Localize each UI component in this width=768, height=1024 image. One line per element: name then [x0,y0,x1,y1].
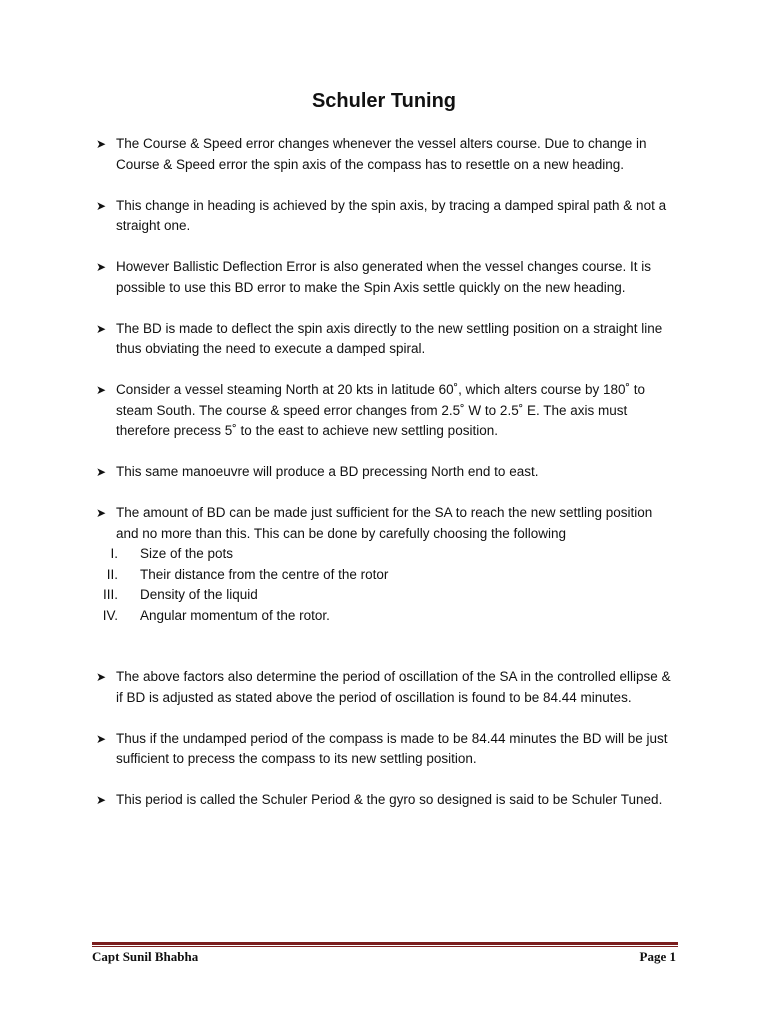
list-numeral: I. [110,546,118,561]
list-numeral: III. [102,587,118,602]
arrowhead-bullet-icon: ➤ [96,260,107,274]
arrowhead-bullet-icon: ➤ [96,465,107,479]
paragraph-text: This period is called the Schuler Period & the gyro so designed is said to be Schuler Tuned. [116,792,663,807]
paragraph-text: The BD is made to deflect the spin axis directly to the new settling position on a straight line thus obviating the need to execute a damped spiral. [116,320,663,356]
bullet-paragraph [96,196,678,237]
list-item-label: Angular momentum of the rotor. [140,607,330,623]
list-item-label: Their distance from the centre of the rotor [140,566,389,582]
paragraph-text: This change in heading is achieved by the spin axis, by tracing a damped spiral path & not a straight one. [116,197,667,233]
list-item-label: Size of the pots [140,546,234,561]
list-item-label: Density of the liquid [140,587,258,602]
paragraph-text: Consider a vessel steaming North at 20 kts in latitude 60˚, which alters course by 180˚ to steam South. The course & speed error changes from 2.5˚ W to 2.5˚ E. The axis must therefore precess 5˚ to the east to achieve new settling position. [116,382,646,438]
arrowhead-bullet-icon: ➤ [96,321,107,336]
arrowhead-bullet-icon: ➤ [96,670,107,684]
arrowhead-bullet-icon: ➤ [96,793,107,807]
factor-list [96,544,678,626]
list-item [96,606,678,627]
spacer [96,626,678,667]
document-body [96,134,678,831]
list-item [96,544,678,565]
bullet-paragraph [96,790,678,811]
bullet-paragraph [96,380,678,442]
list-item [96,585,678,606]
bullet-paragraph [96,319,678,360]
footer-divider [92,942,678,947]
arrowhead-bullet-icon: ➤ [96,198,107,213]
bullet-paragraph [96,462,678,483]
paragraph-text: Thus if the undamped period of the compass is made to be 84.44 minutes the BD will be just sufficient to precess the compass to its new settling position. [116,730,668,766]
footer-page-number: Page 1 [639,949,676,964]
footer-author: Capt Sunil Bhabha [92,949,199,964]
paragraph-text: The amount of BD can be made just sufficient for the SA to reach the new settling position and no more than this. This can be done by carefully choosing the following [116,505,653,541]
bullet-paragraph [96,667,678,708]
arrowhead-bullet-icon: ➤ [96,383,107,397]
paragraph-text: However Ballistic Deflection Error is also generated when the vessel changes course. It is possible to use this BD error to make the Spin Axis settle quickly on the new heading. [116,259,652,295]
bullet-paragraph [96,503,678,544]
page-title: Schuler Tuning [311,90,457,112]
paragraph-text: This same manoeuvre will produce a BD precessing North end to east. [116,464,539,479]
list-numeral: IV. [102,607,118,623]
arrowhead-bullet-icon: ➤ [96,137,107,151]
arrowhead-bullet-icon: ➤ [96,506,107,520]
bullet-paragraph [96,134,678,175]
bullet-paragraph [96,729,678,770]
paragraph-text: The Course & Speed error changes whenever the vessel alters course. Due to change in Course & Speed error the spin axis of the compass has to resettle on a new heading. [116,136,647,172]
paragraph-text: The above factors also determine the period of oscillation of the SA in the controlled ellipse & if BD is adjusted as stated above the period of oscillation is found to be 84.44 minutes. [116,669,671,705]
list-item [96,565,678,586]
list-numeral: II. [106,566,118,582]
arrowhead-bullet-icon: ➤ [96,731,107,746]
bullet-paragraph [96,257,678,298]
